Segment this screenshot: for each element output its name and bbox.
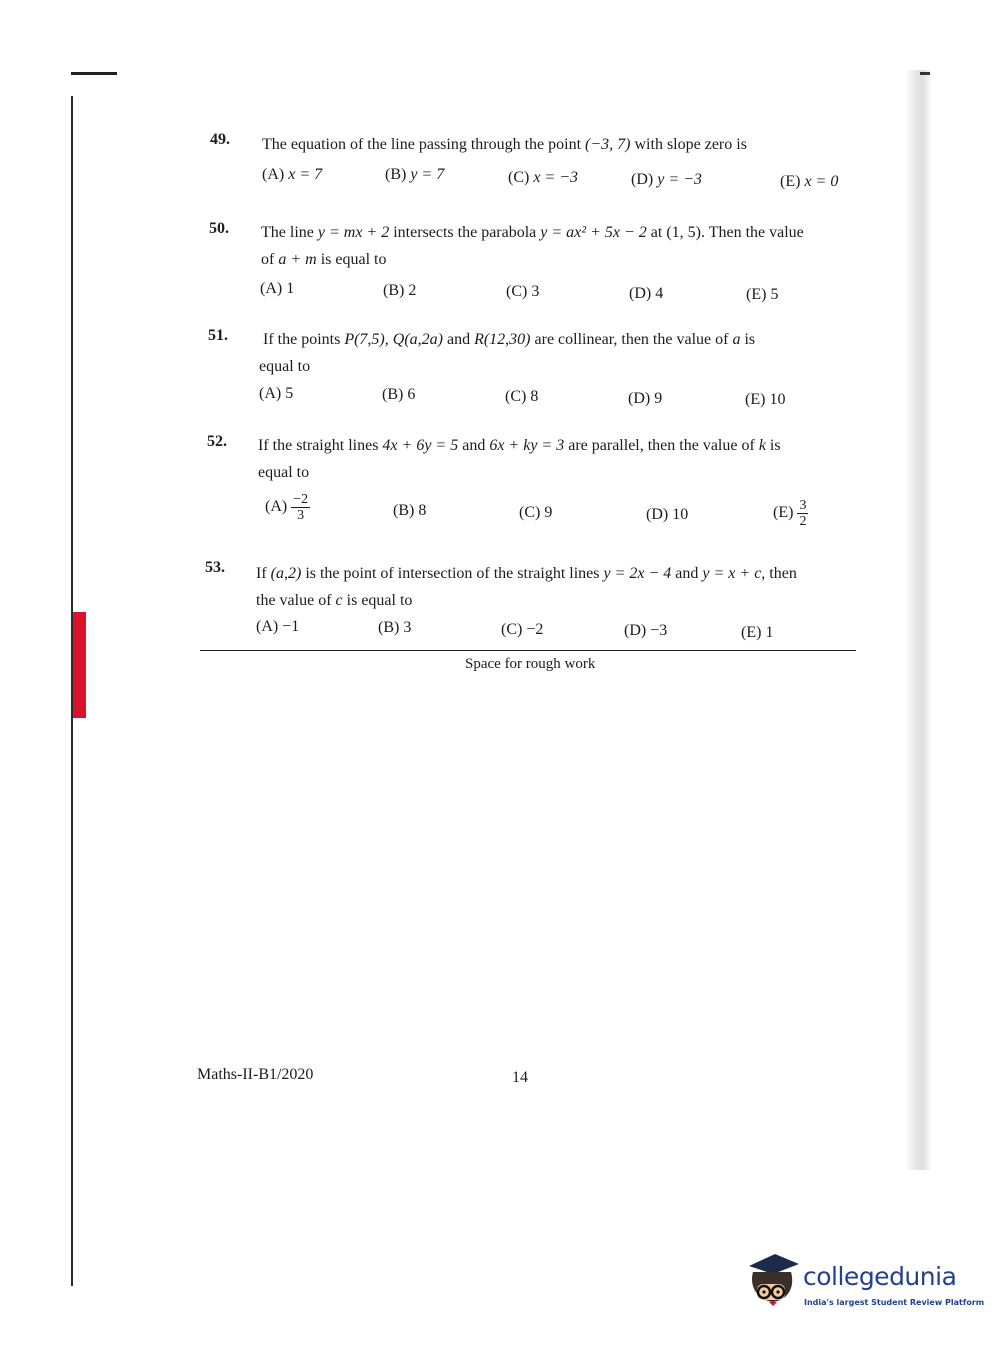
divider-line bbox=[200, 650, 856, 651]
option-a[interactable]: (A) $\frac{-2}{3}$ bbox=[265, 492, 309, 523]
question-text: The line y = mx + 2 intersects the parabola y = ax² + 5x − 2 at (1, 5). Then the value of a + m is equal to bbox=[261, 224, 804, 268]
option-d[interactable]: (D) 4 bbox=[629, 285, 664, 302]
scan-edge-mark bbox=[71, 72, 117, 75]
paper-code: Maths-II-B1/2020 bbox=[197, 1066, 314, 1083]
page-number: 14 bbox=[512, 1069, 528, 1086]
question-text: If (a,2) is the point of intersection of the straight lines y = 2x − 4 and y = x + c, then the value of c is equal to bbox=[256, 565, 797, 609]
mascot-icon bbox=[743, 1250, 801, 1308]
question-number: 53. bbox=[205, 559, 225, 576]
option-c[interactable]: (C) 9 bbox=[519, 504, 553, 521]
question-text: If the straight lines 4x + 6y = 5 and 6x + ky = 3 are parallel, then the value of k is equal to bbox=[258, 437, 781, 481]
red-margin-tab bbox=[73, 612, 86, 718]
fraction: $\frac{3}{2}$ bbox=[799, 498, 807, 529]
collegedunia-logo[interactable] bbox=[743, 1250, 985, 1320]
option-c[interactable]: (C) −2 bbox=[501, 621, 544, 638]
option-b[interactable]: (B) 3 bbox=[378, 619, 412, 636]
option-c[interactable]: (C) x = −3 bbox=[508, 169, 579, 186]
option-e[interactable]: (E) 10 bbox=[745, 391, 786, 408]
option-b[interactable]: (B) 2 bbox=[383, 282, 417, 299]
option-d[interactable]: (D) 10 bbox=[646, 506, 689, 523]
fraction: $\frac{-2}{3}$ bbox=[293, 492, 309, 523]
option-c[interactable]: (C) 3 bbox=[506, 283, 540, 300]
option-a[interactable]: (A) 1 bbox=[260, 280, 295, 297]
option-e[interactable]: (E) $\frac{3}{2}$ bbox=[773, 498, 807, 529]
logo-wordmark: collegedunia bbox=[803, 1262, 957, 1291]
option-c[interactable]: (C) 8 bbox=[505, 388, 539, 405]
option-d[interactable]: (D) 9 bbox=[628, 390, 663, 407]
question-number: 51. bbox=[208, 327, 228, 344]
option-e[interactable]: (E) 1 bbox=[741, 624, 774, 641]
question-text: The equation of the line passing through the point (−3, 7) with slope zero is bbox=[262, 136, 747, 153]
option-d[interactable]: (D) y = −3 bbox=[631, 171, 702, 188]
scan-edge-mark bbox=[920, 72, 930, 75]
question-text: If the points P(7,5), Q(a,2a) and R(12,30) are collinear, then the value of a is equal to bbox=[259, 331, 756, 375]
question-number: 52. bbox=[207, 433, 227, 450]
logo-tagline: India's largest Student Review Platform bbox=[804, 1298, 985, 1307]
rough-work-label: Space for rough work bbox=[465, 656, 596, 672]
option-b[interactable]: (B) 8 bbox=[393, 502, 427, 519]
scan-right-shadow bbox=[905, 70, 931, 1170]
option-e[interactable]: (E) x = 0 bbox=[780, 173, 839, 190]
option-a[interactable]: (A) x = 7 bbox=[262, 166, 323, 183]
option-b[interactable]: (B) y = 7 bbox=[385, 166, 445, 183]
option-e[interactable]: (E) 5 bbox=[746, 286, 779, 303]
question-number: 49. bbox=[210, 131, 230, 148]
option-b[interactable]: (B) 6 bbox=[382, 386, 416, 403]
question-number: 50. bbox=[209, 220, 229, 237]
option-a[interactable]: (A) −1 bbox=[256, 618, 300, 635]
option-a[interactable]: (A) 5 bbox=[259, 385, 294, 402]
option-d[interactable]: (D) −3 bbox=[624, 622, 668, 639]
